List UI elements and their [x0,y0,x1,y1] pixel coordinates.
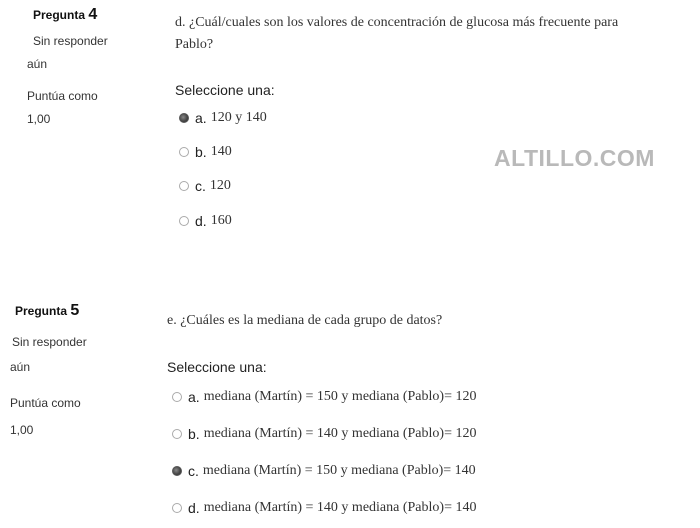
status-text: Sin responder [33,34,108,48]
radio-icon[interactable] [179,216,189,226]
radio-checked-icon[interactable] [179,113,189,123]
option-b[interactable] [179,142,267,162]
option-text: mediana (Martín) = 150 y mediana (Pablo)= 120 [203,389,477,404]
option-a[interactable] [179,108,267,128]
question-number: 5 [70,302,80,319]
watermark-logo: ALTILLO.COM [494,145,655,171]
select-one-label: Seleccione una: [175,82,275,98]
question-4-text [175,12,695,56]
status-text: Sin responder [12,335,87,349]
question-label-text: Pregunta [15,304,68,318]
select-one-label: Seleccione una: [167,359,267,375]
option-letter: a. [195,110,207,126]
option-letter: c. [188,463,199,479]
option-d[interactable] [179,211,267,231]
question-5-text: e. ¿Cuáles es la mediana de cada grupo de datos? [167,313,443,328]
question-number: 4 [88,6,98,23]
option-c[interactable] [172,461,476,481]
score-label: Puntúa como [27,89,98,103]
option-a[interactable] [172,387,476,407]
option-c[interactable] [179,176,267,196]
status-text-cont: aún [27,57,48,71]
score-value: 1,00 [27,112,51,126]
radio-checked-icon[interactable] [172,466,182,476]
radio-icon[interactable] [172,392,182,402]
option-d[interactable] [172,498,476,518]
option-text: 120 y 140 [210,110,267,125]
option-text: 160 [210,213,232,228]
question-text-line: d. ¿Cuál/cuales son los valores de concentración de glucosa más frecuente para [175,15,619,30]
question-text-line: Pablo? [175,37,214,52]
option-text: mediana (Martín) = 140 y mediana (Pablo)= 140 [203,500,477,515]
score-value: 1,00 [10,423,34,437]
question-4-options [179,108,267,231]
status-text-cont: aún [10,360,31,374]
score-label: Puntúa como [10,396,81,410]
option-letter: d. [195,213,207,229]
option-text: 140 [210,144,232,159]
option-letter: c. [195,178,206,194]
radio-icon[interactable] [179,147,189,157]
option-text: mediana (Martín) = 140 y mediana (Pablo)= 120 [203,426,477,441]
radio-icon[interactable] [179,181,189,191]
radio-icon[interactable] [172,503,182,513]
option-text: mediana (Martín) = 150 y mediana (Pablo)= 140 [202,463,476,478]
option-letter: b. [188,426,200,442]
question-5-label [15,302,79,320]
radio-icon[interactable] [172,429,182,439]
question-5-options [172,387,476,518]
option-letter: d. [188,500,200,516]
option-text: 120 [209,178,231,193]
question-4-label [33,6,97,24]
option-letter: b. [195,144,207,160]
question-label-text: Pregunta [33,8,86,22]
option-letter: a. [188,389,200,405]
option-b[interactable] [172,424,476,444]
